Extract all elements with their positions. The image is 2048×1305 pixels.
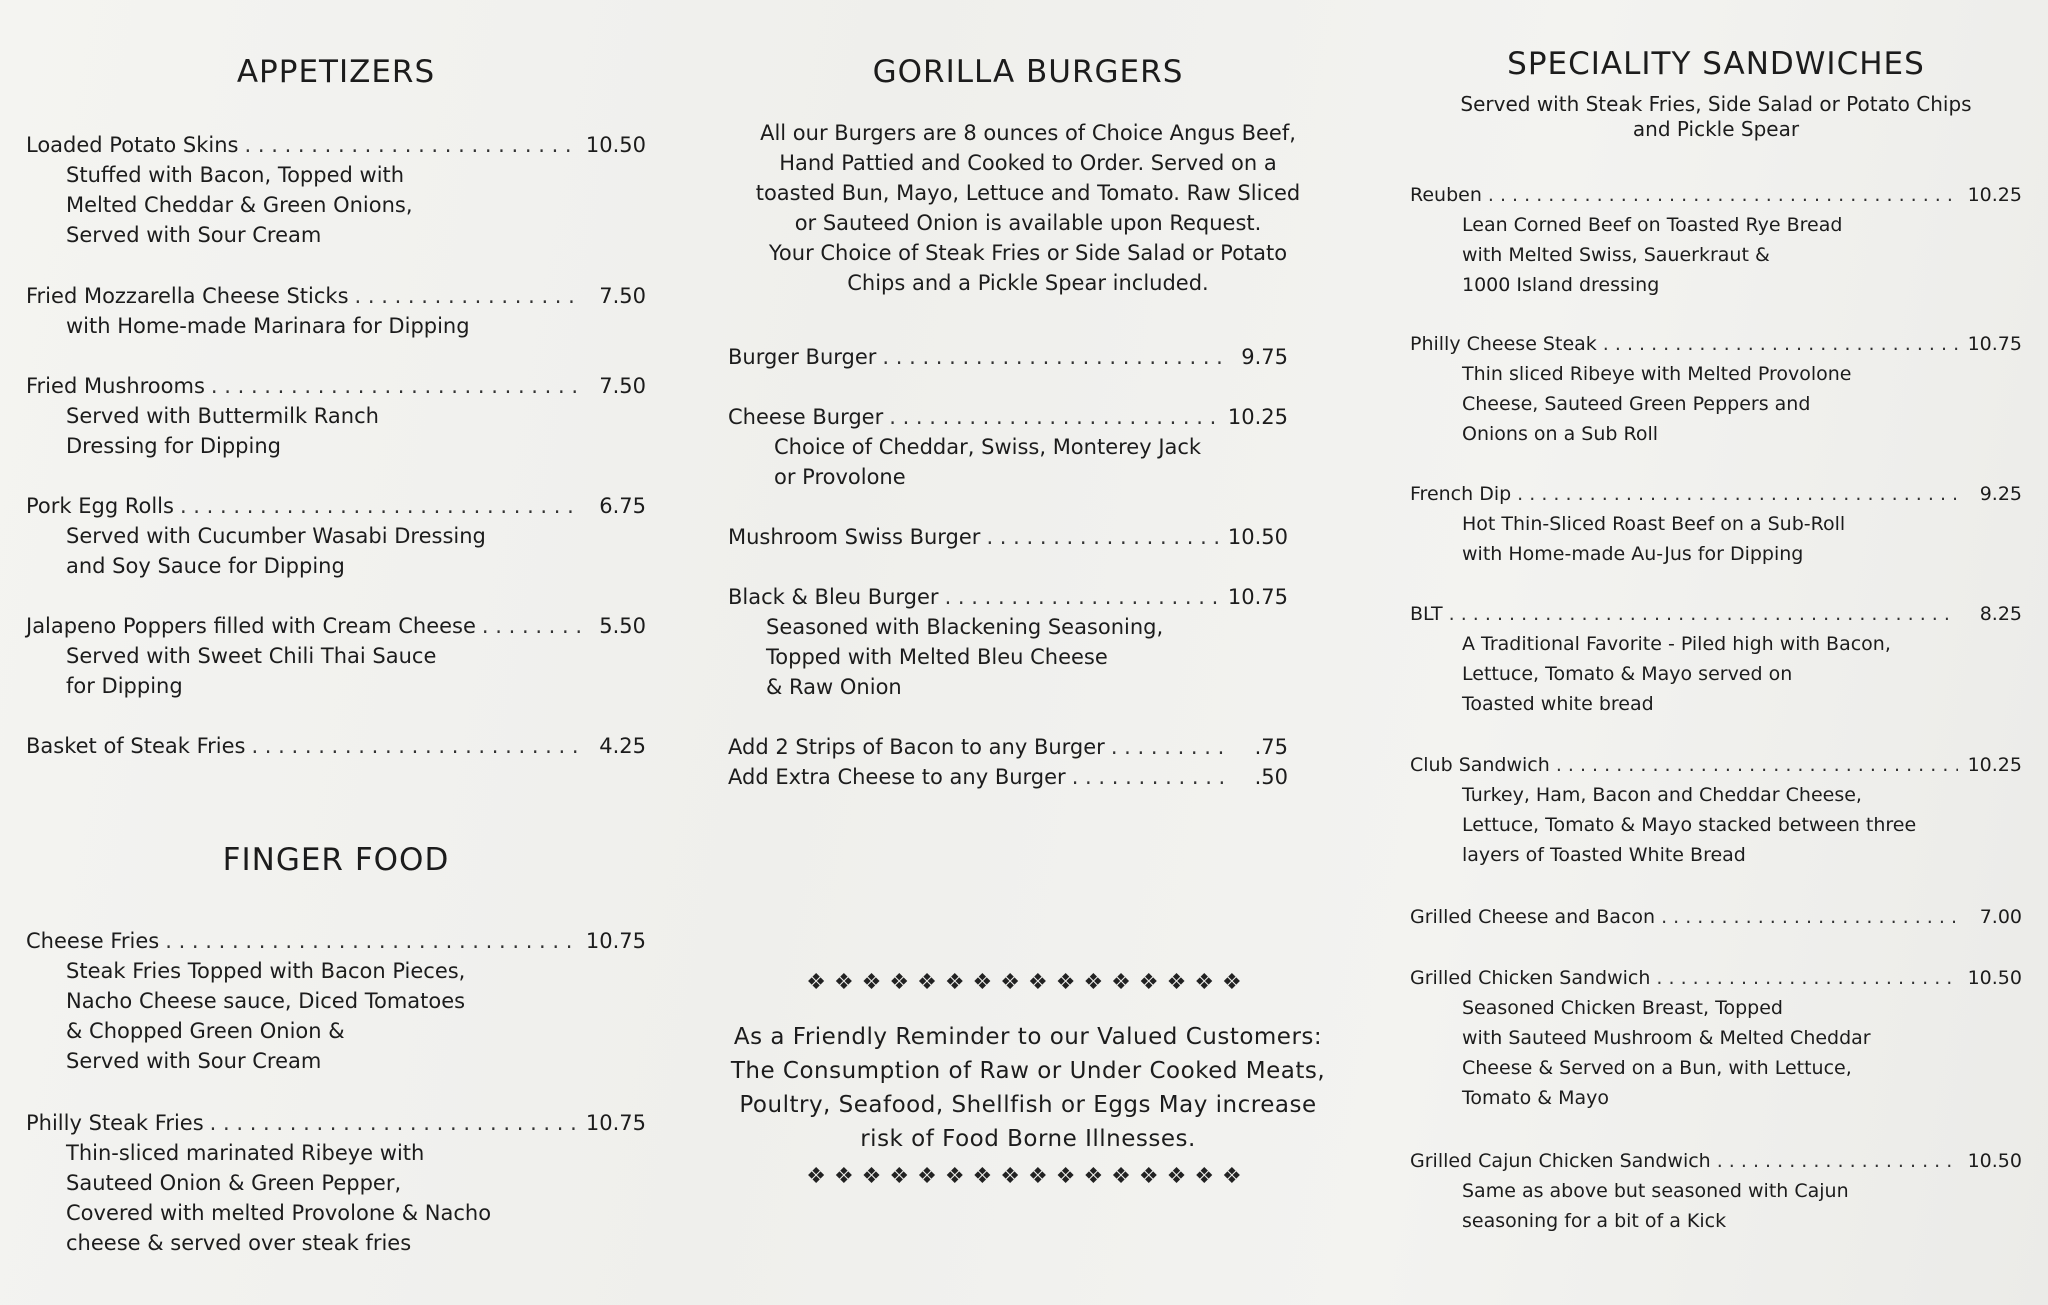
dot-leader (211, 371, 582, 401)
menu-item (26, 491, 646, 581)
item-price: 9.75 (1241, 345, 1288, 369)
menu-item (728, 582, 1288, 702)
menu-item (1410, 479, 2022, 569)
item-description: A Traditional Favorite - Piled high with Bacon, Lettuce, Tomato & Mayo served on Toasted white bread (1462, 633, 1891, 715)
menu-item (26, 281, 646, 341)
dot-leader (882, 342, 1224, 372)
item-name: Pork Egg Rolls (26, 494, 174, 518)
item-description: Served with Cucumber Wasabi Dressing and Soy Sauce for Dipping (66, 524, 486, 578)
item-description: Stuffed with Bacon, Topped with Melted Cheddar & Green Onions, Served with Sour Cream (66, 163, 413, 247)
item-price: 4.25 (599, 734, 646, 758)
item-name: Loaded Potato Skins (26, 133, 239, 157)
menu-item (728, 402, 1288, 492)
menu-item (1410, 329, 2022, 449)
item-name: Cheese Fries (26, 929, 160, 953)
dot-leader (986, 522, 1221, 552)
item-name: Reuben (1410, 184, 1482, 206)
item-price: 10.25 (1967, 184, 2022, 206)
item-price: 7.50 (599, 374, 646, 398)
menu-item (26, 611, 646, 701)
dot-leader (180, 491, 582, 521)
menu-item (728, 342, 1288, 372)
item-price: 10.25 (1227, 405, 1288, 429)
menu-item (26, 130, 646, 250)
menu-item (1410, 750, 2022, 870)
burgers-intro: All our Burgers are 8 ounces of Choice Angus Beef, Hand Pattied and Cooked to Order. Served on a toasted Bun, Mayo, Lettuce and Tomato. Raw Sliced or Sauteed Onion is available upon Request. Your Choice of Steak Fries or Side Salad or Potato Chips and a Pickle Spear included. (755, 121, 1301, 295)
item-description: with Home-made Marinara for Dipping (66, 314, 470, 338)
menu-item (26, 731, 646, 761)
dot-leader (1556, 750, 1958, 780)
menu-item (26, 1108, 646, 1258)
dot-leader (1517, 479, 1958, 509)
item-name: French Dip (1410, 483, 1512, 505)
health-notice: As a Friendly Reminder to our Valued Customers: The Consumption of Raw or Under Cooked Meats, Poultry, Seafood, Shellfish or Eggs May increase risk of Food Borne Illnesses. (730, 1024, 1326, 1152)
sandwiches-title: SPECIALITY SANDWICHES (1507, 46, 1925, 82)
item-description: Lean Corned Beef on Toasted Rye Bread with Melted Swiss, Sauerkraut & 1000 Island dressing (1462, 214, 1843, 296)
item-price: .50 (1254, 765, 1288, 789)
finger-food-title: FINGER FOOD (222, 842, 450, 878)
item-price: 10.50 (1227, 525, 1288, 549)
item-description: Thin-sliced marinated Ribeye with Sauteed Onion & Green Pepper, Covered with melted Provolone & Nacho cheese & served over steak fries (66, 1141, 492, 1255)
item-name: Burger Burger (728, 345, 877, 369)
item-name: Black & Bleu Burger (728, 585, 939, 609)
dot-leader (1488, 180, 1958, 210)
dot-leader (1072, 762, 1224, 792)
item-name: Fried Mozzarella Cheese Sticks (26, 284, 349, 308)
sandwiches-subtitle: Served with Steak Fries, Side Salad or Potato Chips and Pickle Spear (1460, 92, 1972, 141)
item-name: Grilled Cajun Chicken Sandwich (1410, 1150, 1711, 1172)
item-name: Add Extra Cheese to any Burger (728, 765, 1066, 789)
dot-leader (1717, 1146, 1958, 1176)
item-name: Grilled Cheese and Bacon (1410, 906, 1656, 928)
menu-item (26, 371, 646, 461)
item-description: Served with Sweet Chili Thai Sauce for Dipping (66, 644, 437, 698)
menu-item (1410, 599, 2022, 719)
item-price: 6.75 (599, 494, 646, 518)
item-price: 8.25 (1979, 603, 2022, 625)
diamond-divider-bottom: ❖❖❖❖❖❖❖❖❖❖❖❖❖❖❖❖ (806, 1164, 1250, 1189)
item-description: Steak Fries Topped with Bacon Pieces, Nacho Cheese sauce, Diced Tomatoes & Chopped Green Onion & Served with Sour Cream (66, 959, 466, 1073)
item-description: Same as above but seasoned with Cajun seasoning for a bit of a Kick (1462, 1180, 1849, 1232)
dot-leader (945, 582, 1222, 612)
item-price: 10.50 (1967, 1150, 2022, 1172)
item-price: .75 (1254, 735, 1288, 759)
item-price: 10.50 (1967, 967, 2022, 989)
item-name: Fried Mushrooms (26, 374, 205, 398)
menu-item (1410, 180, 2022, 300)
item-name: Grilled Chicken Sandwich (1410, 967, 1651, 989)
dot-leader (1661, 902, 1958, 932)
dot-leader (1111, 732, 1224, 762)
menu-item (1410, 963, 2022, 1113)
item-price: 10.75 (585, 929, 646, 953)
item-name: BLT (1410, 603, 1443, 625)
dot-leader (355, 281, 582, 311)
dot-leader (210, 1108, 580, 1138)
burgers-title: GORILLA BURGERS (872, 54, 1184, 90)
item-description: Served with Buttermilk Ranch Dressing for Dipping (66, 404, 379, 458)
item-name: Basket of Steak Fries (26, 734, 246, 758)
item-description: Turkey, Ham, Bacon and Cheddar Cheese, Lettuce, Tomato & Mayo stacked between three layers of Toasted White Bread (1462, 784, 1917, 866)
dot-leader (889, 402, 1222, 432)
item-price: 7.00 (1979, 906, 2022, 928)
dot-leader (482, 611, 582, 641)
item-description: Choice of Cheddar, Swiss, Monterey Jack or Provolone (774, 435, 1202, 489)
item-price: 9.25 (1979, 483, 2022, 505)
dot-leader (251, 731, 582, 761)
dot-leader (245, 130, 580, 160)
item-price: 10.25 (1967, 754, 2022, 776)
item-name: Jalapeno Poppers filled with Cream Cheese (26, 614, 476, 638)
item-price: 5.50 (599, 614, 646, 638)
item-name: Mushroom Swiss Burger (728, 525, 981, 549)
dot-leader (1449, 599, 1958, 629)
dot-leader (1656, 963, 1958, 993)
menu-item (1410, 902, 2022, 932)
menu-item (728, 762, 1288, 792)
menu-item (728, 522, 1288, 552)
menu-item (26, 926, 646, 1076)
item-price: 10.50 (585, 133, 646, 157)
diamond-divider-top: ❖❖❖❖❖❖❖❖❖❖❖❖❖❖❖❖ (806, 970, 1250, 995)
item-description: Seasoned Chicken Breast, Topped with Sauteed Mushroom & Melted Cheddar Cheese & Served on a Bun, with Lettuce, Tomato & Mayo (1462, 997, 1871, 1109)
dot-leader (1603, 329, 1958, 359)
dot-leader (165, 926, 580, 956)
item-name: Club Sandwich (1410, 754, 1550, 776)
item-price: 10.75 (585, 1111, 646, 1135)
item-name: Philly Steak Fries (26, 1111, 204, 1135)
appetizers-title: APPETIZERS (236, 54, 436, 90)
item-description: Hot Thin-Sliced Roast Beef on a Sub-Roll with Home-made Au-Jus for Dipping (1462, 513, 1846, 565)
item-name: Add 2 Strips of Bacon to any Burger (728, 735, 1105, 759)
menu-item (728, 732, 1288, 762)
item-description: Seasoned with Blackening Seasoning, Topped with Melted Bleu Cheese & Raw Onion (766, 615, 1164, 699)
item-price: 10.75 (1227, 585, 1288, 609)
item-price: 10.75 (1967, 333, 2022, 355)
item-description: Thin sliced Ribeye with Melted Provolone Cheese, Sauteed Green Peppers and Onions on a Sub Roll (1462, 363, 1852, 445)
item-name: Philly Cheese Steak (1410, 333, 1597, 355)
item-name: Cheese Burger (728, 405, 884, 429)
item-price: 7.50 (599, 284, 646, 308)
menu-item (1410, 1146, 2022, 1236)
